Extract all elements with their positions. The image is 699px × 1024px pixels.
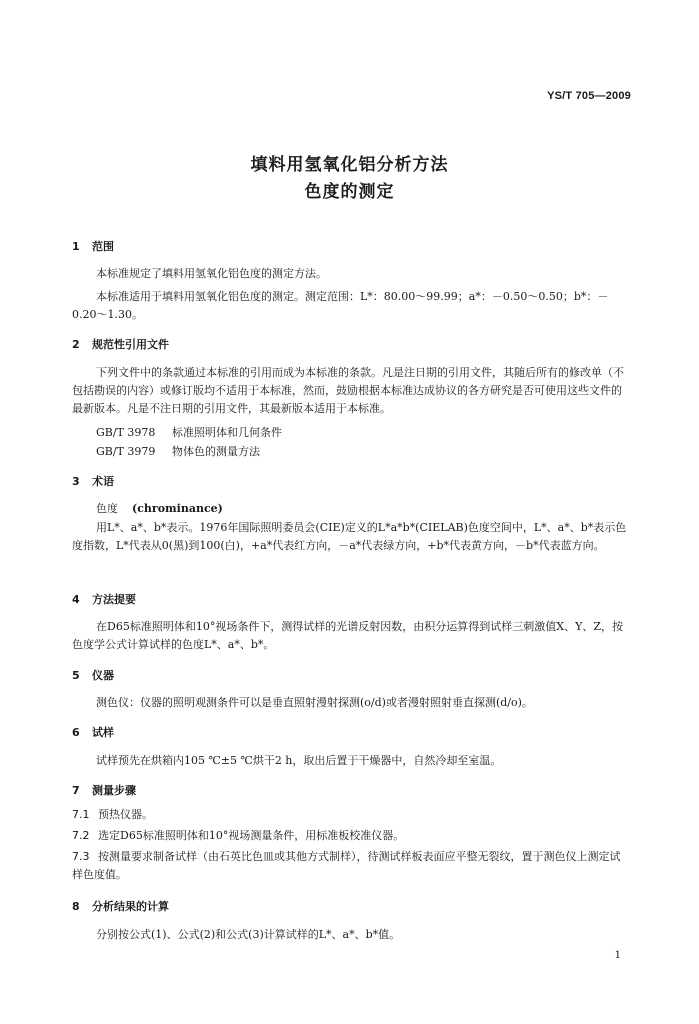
section-number: 1 [72, 240, 80, 253]
document-subtitle: 色度的测定 [304, 182, 395, 202]
section-title: 测量步骤 [92, 784, 136, 797]
step-number: 7.3 [72, 850, 90, 863]
paragraph: 本标准规定了填料用氢氧化铝色度的测定方法。 [96, 267, 327, 280]
procedure-step [72, 827, 630, 845]
paragraph: 本标准适用于填料用氢氧化铝色度的测定。测定范围：L*：80.00～99.99；a*：－0.50～0.50；b*：－0.20～1.30。 [72, 290, 609, 321]
procedure-step [72, 848, 630, 884]
step-number: 7.1 [72, 808, 90, 821]
paragraph: 在D65标准照明体和10°视场条件下，测得试样的光谱反射因数，由积分运算得到试样三刺激值X、Y、Z，按色度学公式计算试样的色度L*、a*、b*。 [72, 620, 624, 651]
paragraph: 分别按公式(1)、公式(2)和公式(3)计算试样的L*、a*、b*值。 [96, 928, 401, 941]
section-title: 仪器 [92, 669, 114, 682]
section-number: 8 [72, 900, 80, 913]
reference-title: 标准照明体和几何条件 [172, 426, 282, 439]
step-text: 按测量要求制备试样（由石英比色皿或其他方式制样），待测试样板表面应平整无裂纹，置于测色仪上测定试样色度值。 [72, 850, 621, 881]
reference-title: 物体色的测量方法 [172, 445, 260, 458]
section-heading-normative-references [72, 336, 169, 352]
section-number: 6 [72, 726, 80, 739]
section-title: 规范性引用文件 [92, 338, 169, 351]
step-text: 选定D65标准照明体和10°视场测量条件，用标准板校准仪器。 [98, 829, 405, 842]
term-english: (chrominance) [132, 502, 223, 515]
section-heading-sample [72, 724, 114, 740]
section-heading-principle [72, 591, 136, 607]
step-text: 预热仪器。 [98, 808, 153, 821]
section-title: 试样 [92, 726, 114, 739]
section-number: 4 [72, 593, 80, 606]
procedure-step [72, 806, 630, 824]
reference-item [96, 424, 282, 440]
reference-code: GB/T 3978 [96, 426, 156, 439]
section-heading-scope [72, 238, 114, 254]
section-heading-apparatus [72, 667, 114, 683]
section-number: 3 [72, 475, 80, 488]
section-title: 方法提要 [92, 593, 136, 606]
reference-item [96, 443, 260, 459]
section-heading-calculation [72, 898, 169, 914]
standard-code: YS/T 705—2009 [547, 90, 631, 102]
section-title: 范围 [92, 240, 114, 253]
paragraph: 用L*、a*、b*表示。1976年国际照明委员会(CIE)定义的L*a*b*(CIELAB)色度空间中，L*、a*、b*表示色度指数，L*代表从0(黑)到100(白)，+a*代表红方向，－a*代表绿方向，+b*代表黄方向，－b*代表蓝方向。 [72, 521, 627, 552]
section-number: 5 [72, 669, 80, 682]
document-title: 填料用氢氧化铝分析方法 [250, 155, 449, 175]
paragraph: 试样预先在烘箱内105 ℃±5 ℃烘干2 h，取出后置于干燥器中，自然冷却至室温。 [96, 754, 502, 767]
term-chinese: 色度 [96, 502, 118, 515]
page-number: 1 [614, 950, 621, 961]
reference-code: GB/T 3979 [96, 445, 156, 458]
section-number: 7 [72, 784, 80, 797]
section-number: 2 [72, 338, 80, 351]
term-entry [96, 500, 223, 516]
paragraph: 下列文件中的条款通过本标准的引用而成为本标准的条款。凡是注日期的引用文件，其随后所有的修改单（不包括勘误的内容）或修订版均不适用于本标准，然而，鼓励根据本标准达成协议的各方研究是否可使用这些文件的最新版本。凡是不注日期的引用文件，其最新版本适用于本标准。 [72, 366, 624, 415]
paragraph: 测色仪：仪器的照明观测条件可以是垂直照射漫射探测(o/d)或者漫射照射垂直探测(d/o)。 [96, 696, 533, 709]
section-heading-procedure [72, 782, 136, 798]
section-heading-terms [72, 473, 114, 489]
section-title: 分析结果的计算 [92, 900, 169, 913]
section-title: 术语 [92, 475, 114, 488]
step-number: 7.2 [72, 829, 90, 842]
